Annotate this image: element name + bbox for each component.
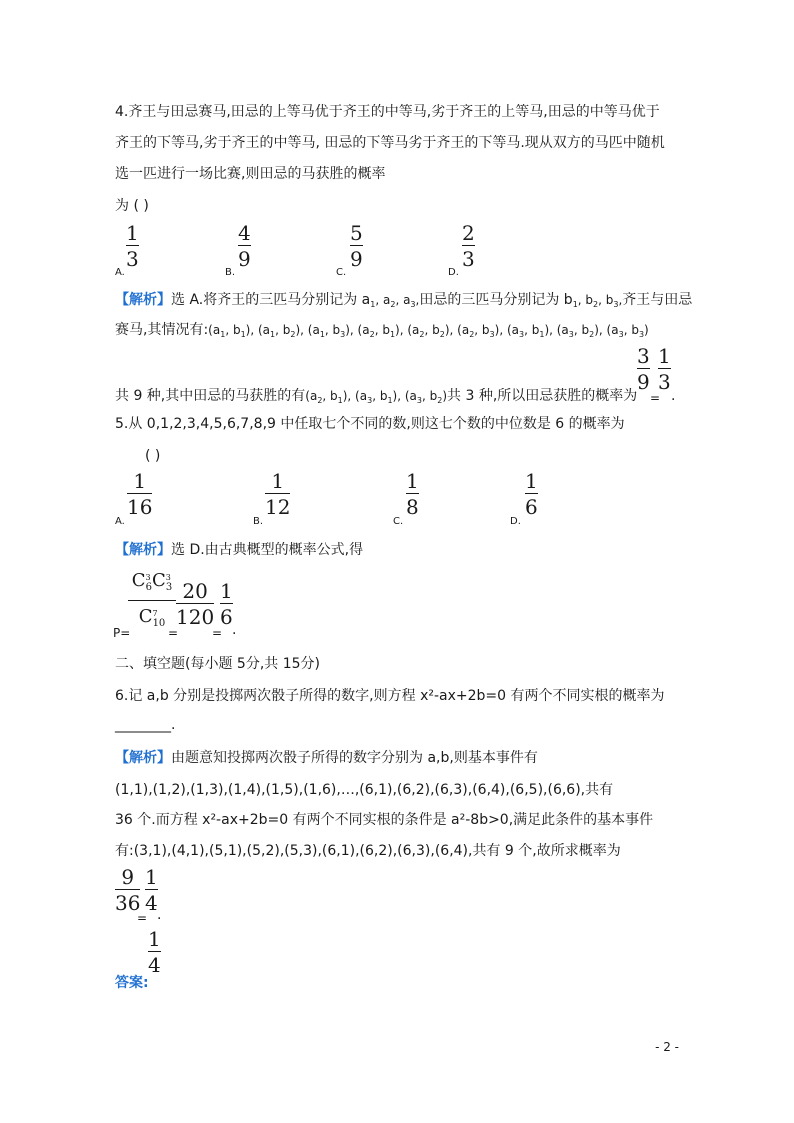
numerator: $C^3_6C^3_3$ (131, 570, 173, 593)
answer-label: 答案: (115, 975, 149, 991)
solution-tag: 【解析】 (115, 750, 171, 766)
q4-option-c-label: C. (336, 267, 347, 278)
q5-option-b-fraction (265, 470, 290, 518)
period: . (157, 907, 162, 923)
numerator: 3 (637, 344, 650, 368)
numerator: 1 (126, 221, 139, 245)
numerator: 1 (271, 469, 285, 493)
text: 田忌的三匹马分别记为 b (419, 292, 573, 308)
numerator: 1 (220, 579, 233, 603)
sol6-fraction-2 (145, 866, 158, 914)
denominator: 3 (462, 247, 475, 271)
denominator: 9 (238, 247, 251, 271)
equals-sign: = (212, 626, 223, 640)
numerator: 1 (145, 865, 158, 889)
solution-tag: 【解析】 (115, 542, 171, 558)
denominator: 8 (406, 495, 419, 519)
equals-sign: = (137, 911, 148, 925)
sol5-line1 (115, 540, 363, 560)
denominator: 16 (127, 495, 153, 519)
text: 共 9 种,其中田忌的马获胜的有 (115, 388, 306, 404)
q5-line2: ( ) (145, 448, 161, 464)
sol4-line3: 共 9 种,其中田忌的马获胜的有($a_2$, $b_1$), ($a_3$, $b_1$), ($a_3$, $b_2$)共 3 种,所以田忌获胜的概率为 (115, 388, 638, 405)
numerator: 20 (182, 579, 208, 603)
answer-fraction (148, 928, 161, 976)
numerator: 1 (133, 469, 147, 493)
denominator: $C^7_{10}$ (138, 606, 166, 629)
sol5-fraction-2 (176, 580, 214, 628)
numerator: 2 (462, 221, 475, 245)
period: . (671, 388, 676, 404)
q4-option-d-label: D. (448, 267, 459, 278)
numerator: 4 (238, 221, 251, 245)
sol6-line1 (115, 748, 538, 768)
denominator: 6 (525, 495, 538, 519)
text: 赛马,其情况有: (115, 322, 209, 338)
denominator: 6 (220, 605, 233, 629)
q5-option-a-label: A. (115, 516, 125, 527)
q5-option-d-label: D. (510, 516, 521, 527)
sol4-line2: 赛马,其情况有$:(a_1$, $b_1$), ($a_1$, $b_2$), ($a_1$, $b_3$), ($a_2$, $b_1$), ($a_2$, $b_2$), ($a_2$, $b_3$), ($a_3$, $b_1$), ($a_3$, $b_2$), ($a_3$, $b_3$) (115, 322, 649, 339)
p-equals: P= (113, 626, 131, 640)
q6-line1: 6.记 a,b 分别是投掷两次骰子所得的数字,则方程 x²-ax+2b=0 有两个不同实根的概率为 (115, 688, 665, 704)
q4-option-d-fraction (462, 222, 475, 270)
equals-sign: = (168, 626, 179, 640)
numerator: 1 (406, 469, 419, 493)
q5-option-a-fraction (127, 470, 152, 518)
q5-option-c-fraction (406, 470, 419, 518)
text: 由题意知投掷两次骰子所得的数字分别为 a,b,则基本事件有 (171, 750, 538, 766)
sol4-fraction-1 (637, 345, 650, 393)
numerator: 9 (121, 865, 135, 889)
sol5-combination-fraction (128, 567, 176, 635)
denominator: 3 (658, 370, 671, 394)
denominator: 4 (145, 891, 158, 915)
period: . (232, 622, 237, 638)
sol6-line3: 36 个.而方程 x²-ax+2b=0 有两个不同实根的条件是 a²-8b>0,满足此条件的基本事件 (115, 812, 654, 828)
sol5-fraction-3 (220, 580, 233, 628)
q4-option-a-fraction (126, 222, 139, 270)
q4-option-a-label: A. (115, 267, 125, 278)
denominator: 9 (350, 247, 363, 271)
q4-line4: 为 ( ) (115, 198, 149, 214)
sol6-fraction-1 (115, 866, 140, 914)
numerator: 1 (148, 927, 161, 951)
denominator: 12 (265, 495, 291, 519)
q5-option-d-fraction (525, 470, 538, 518)
text: 齐王与田忌 (622, 292, 693, 308)
text: 共 3 种,所以田忌获胜的概率为 (447, 388, 638, 404)
numerator: 5 (350, 221, 363, 245)
q5-option-c-label: C. (393, 516, 404, 527)
sol4-fraction-2 (658, 345, 671, 393)
q4-option-b-fraction (238, 222, 251, 270)
denominator: 120 (176, 605, 215, 629)
q4-option-c-fraction (350, 222, 363, 270)
page-number: - 2 - (655, 1040, 679, 1054)
q5-line1: 5.从 0,1,2,3,4,5,6,7,8,9 中任取七个不同的数,则这七个数的中位数是 6 的概率为 (115, 416, 625, 432)
text: 选 A.将齐王的三匹马分别记为 a (171, 292, 371, 308)
section-heading: 二、填空题(每小题 5分,共 15分) (115, 656, 320, 672)
denominator: 36 (115, 891, 141, 915)
equals-sign: = (650, 391, 661, 405)
q5-option-b-label: B. (253, 516, 264, 527)
q4-line2: 齐王的下等马,劣于齐王的中等马, 田忌的下等马劣于齐王的下等马.现从双方的马匹中随机 (115, 135, 665, 151)
sol6-line4: 有:(3,1),(4,1),(5,1),(5,2),(5,3),(6,1),(6,2),(6,3),(6,4),共有 9 个,故所求概率为 (115, 843, 621, 859)
q6-line2: ________. (115, 717, 176, 733)
denominator: 4 (148, 953, 161, 977)
denominator: 3 (126, 247, 139, 271)
q4-line3: 选一匹进行一场比赛,则田忌的马获胜的概率 (115, 166, 386, 182)
denominator: 9 (637, 370, 650, 394)
solution-tag: 【解析】 (115, 292, 171, 308)
q4-line1: 4.齐王与田忌赛马,田忌的上等马优于齐王的中等马,劣于齐王的上等马,田忌的中等马优于 (115, 104, 660, 120)
sol6-line2: (1,1),(1,2),(1,3),(1,4),(1,5),(1,6),…,(6,1),(6,2),(6,3),(6,4),(6,5),(6,6),共有 (115, 782, 614, 798)
numerator: 1 (658, 344, 671, 368)
text: 选 D.由古典概型的概率公式,得 (171, 542, 364, 558)
numerator: 1 (525, 469, 538, 493)
sol4-line1: 【解析】选 A.将齐王的三匹马分别记为 $a_1$, $a_2$, $a_3$,田忌的三匹马分别记为 $b_1$, $b_2$, $b_3$,齐王与田忌 (115, 292, 693, 309)
q4-option-b-label: B. (225, 267, 236, 278)
